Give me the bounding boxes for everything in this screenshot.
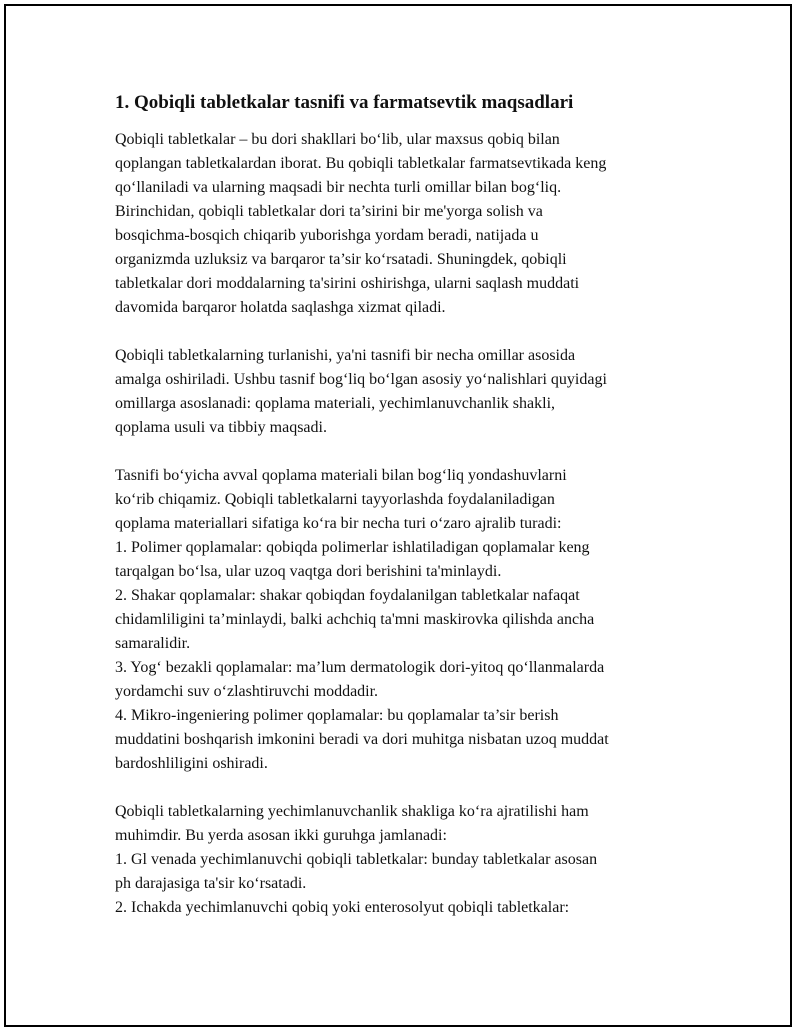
text-line: qo‘llaniladi va ularning maqsadi bir nechta turli omillar bilan bog‘liq. (115, 179, 562, 196)
text-line: Qobiqli tabletkalar – bu dori shakllari bo‘lib, ular maxsus qobiq bilan (115, 131, 560, 148)
text-line: davomida barqaror holatda saqlashga xizmat qiladi. (115, 299, 446, 316)
text-line: samaralidir. (115, 635, 191, 652)
text-line: Qobiqli tabletkalarning turlanishi, ya'ni tasnifi bir necha omillar asosida (115, 347, 576, 364)
document-body (115, 90, 695, 944)
text-line: ko‘rib chiqamiz. Qobiqli tabletkalarni tayyorlashda foydalaniladigan (115, 491, 555, 508)
text-line: Tasnifi bo‘yicha avval qoplama materiali bilan bog‘liq yondashuvlarni (115, 467, 567, 484)
text-line: Qobiqli tabletkalarning yechimlanuvchanlik shakliga ko‘ra ajratilishi ham (115, 803, 589, 820)
text-line: muddatini boshqarish imkonini beradi va dori muhitga nisbatan uzoq muddat (115, 731, 609, 748)
text-line: bosqichma-bosqich chiqarib yuborishga yordam beradi, natijada u (115, 227, 539, 244)
text-line: 3. Yog‘ bezakli qoplamalar: ma’lum dermatologik dori-yitoq qo‘llanmalarda (115, 659, 605, 676)
text-line: muhimdir. Bu yerda asosan ikki guruhga jamlanadi: (115, 827, 447, 844)
text-line: bardoshliligini oshiradi. (115, 755, 268, 772)
text-line: 1. Polimer qoplamalar: qobiqda polimerlar ishlatiladigan qoplamalar keng (115, 539, 590, 556)
text-line: ph darajasiga ta'sir ko‘rsatadi. (115, 875, 307, 892)
text-line: amalga oshiriladi. Ushbu tasnif bog‘liq bo‘lgan asosiy yo‘nalishlari quyidagi (115, 371, 607, 388)
text-line: 2. Shakar qoplamalar: shakar qobiqdan foydalanilgan tabletkalar nafaqat (115, 587, 580, 604)
text-line: yordamchi suv o‘zlashtiruvchi moddadir. (115, 683, 379, 700)
paragraph-list (115, 128, 695, 920)
text-line: organizmda uzluksiz va barqaror ta’sir ko‘rsatadi. Shuningdek, qobiqli (115, 251, 567, 268)
text-line: tabletkalar dori moddalarning ta'sirini oshirishga, ularni saqlash muddati (115, 275, 580, 292)
paragraph (115, 800, 695, 920)
text-line: qoplama usuli va tibbiy maqsadi. (115, 419, 327, 436)
text-line: 1. Gl venada yechimlanuvchi qobiqli tabletkalar: bunday tabletkalar asosan (115, 851, 598, 868)
paragraph (115, 128, 695, 320)
text-line: tarqalgan bo‘lsa, ular uzoq vaqtga dori berishini ta'minlaydi. (115, 563, 502, 580)
text-line: chidamliligini ta’minlaydi, balki achchiq ta'mni maskirovka qilishda ancha (115, 611, 595, 628)
text-line: Birinchidan, qobiqli tabletkalar dori ta’sirini bir me'yorga solish va (115, 203, 543, 220)
text-line: qoplama materiallari sifatiga ko‘ra bir necha turi o‘zaro ajralib turadi: (115, 515, 562, 532)
text-line: 4. Mikro-ingeniering polimer qoplamalar: bu qoplamalar ta’sir berish (115, 707, 559, 724)
paragraph (115, 464, 695, 776)
paragraph (115, 344, 695, 440)
section-heading: 1. Qobiqli tabletkalar tasnifi va farmatsevtik maqsadlari (115, 92, 574, 113)
text-line: qoplangan tabletkalardan iborat. Bu qobiqli tabletkalar farmatsevtikada keng (115, 155, 607, 172)
text-line: 2. Ichakda yechimlanuvchi qobiq yoki enterosolyut qobiqli tabletkalar: (115, 899, 570, 916)
text-line: omillarga asoslanadi: qoplama materiali, yechimlanuvchanlik shakli, (115, 395, 556, 412)
